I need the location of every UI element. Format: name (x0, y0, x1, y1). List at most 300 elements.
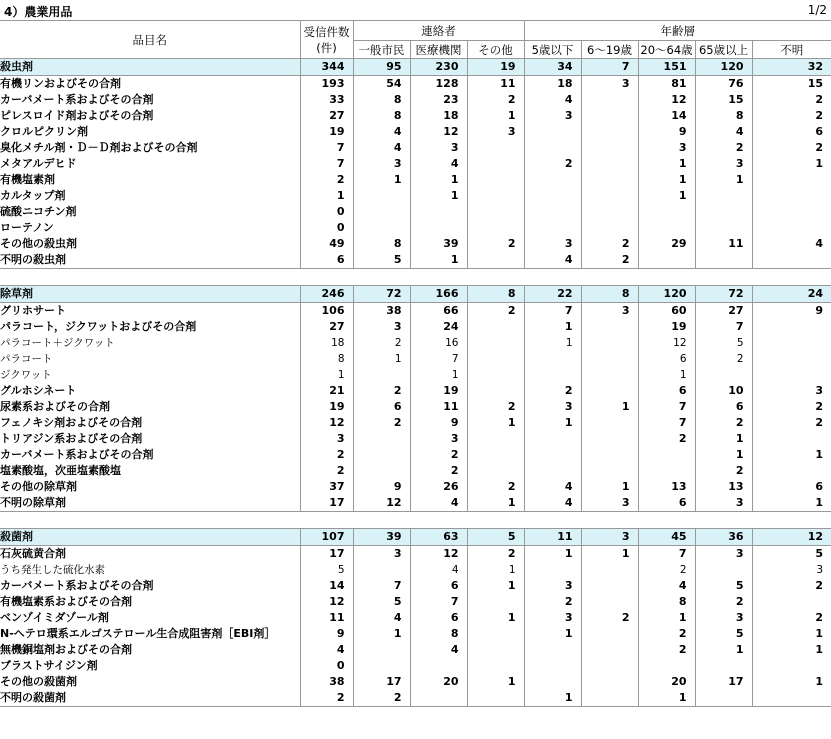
item-name-cell: 硫酸ニコチン剤 (0, 205, 77, 218)
column-group-contact: 連絡者 (353, 21, 524, 41)
value-cell: 1 (752, 495, 831, 512)
value-cell: 1 (467, 674, 524, 690)
value-cell (581, 220, 638, 236)
value-cell: 1 (410, 172, 467, 188)
count-cell: 12 (300, 594, 353, 610)
value-cell (353, 463, 410, 479)
value-cell (410, 220, 467, 236)
value-cell (467, 269, 524, 286)
value-cell: 19 (638, 319, 695, 335)
value-cell: 26 (410, 479, 467, 495)
value-cell (467, 447, 524, 463)
category-row (0, 286, 831, 303)
value-cell (524, 124, 581, 140)
value-cell (581, 578, 638, 594)
table-row (0, 594, 831, 610)
value-cell (752, 204, 831, 220)
value-cell: 8 (410, 626, 467, 642)
value-cell: 151 (638, 59, 695, 76)
table-row (0, 172, 831, 188)
value-cell (581, 156, 638, 172)
value-cell: 7 (410, 594, 467, 610)
item-name-cell: トリアジン系およびその合剤 (0, 432, 143, 445)
item-name-cell: パラコート (0, 353, 53, 365)
value-cell: 9 (752, 303, 831, 320)
value-cell (752, 463, 831, 479)
count-cell (300, 269, 353, 286)
value-cell: 6 (752, 124, 831, 140)
value-cell (524, 642, 581, 658)
value-cell (695, 658, 752, 674)
value-cell: 4 (353, 124, 410, 140)
value-cell: 3 (524, 236, 581, 252)
value-cell: 4 (410, 156, 467, 172)
count-cell: 6 (300, 252, 353, 269)
table-header (0, 21, 831, 59)
value-cell: 12 (410, 546, 467, 563)
item-name-cell: 有機リンおよびその合剤 (0, 77, 121, 90)
value-cell: 3 (410, 140, 467, 156)
table-row (0, 690, 831, 707)
item-name-cell: 殺虫剤 (0, 59, 300, 76)
item-name-cell: 尿素系およびその合剤 (0, 400, 110, 413)
value-cell (524, 269, 581, 286)
count-cell: 37 (300, 479, 353, 495)
value-cell (467, 172, 524, 188)
table-row (0, 252, 831, 269)
item-name-cell: グリホサート (0, 304, 66, 317)
value-cell (467, 431, 524, 447)
value-cell: 1 (752, 642, 831, 658)
table-row (0, 463, 831, 479)
value-cell: 15 (752, 76, 831, 93)
value-cell: 2 (752, 610, 831, 626)
value-cell: 72 (695, 286, 752, 303)
count-cell: 2 (300, 463, 353, 479)
item-name-cell: ベンゾイミダゾール剤 (0, 611, 109, 624)
value-cell: 5 (467, 529, 524, 546)
table-row (0, 658, 831, 674)
value-cell (752, 351, 831, 367)
value-cell: 7 (353, 578, 410, 594)
table-row (0, 383, 831, 399)
item-name-cell: クロルピクリン剤 (0, 125, 88, 138)
value-cell: 6 (752, 479, 831, 495)
value-cell: 1 (467, 108, 524, 124)
value-cell (353, 447, 410, 463)
value-cell: 1 (410, 252, 467, 269)
table-row (0, 92, 831, 108)
value-cell: 4 (410, 642, 467, 658)
value-cell: 3 (353, 156, 410, 172)
value-cell: 1 (410, 188, 467, 204)
value-cell: 1 (638, 367, 695, 383)
value-cell (524, 447, 581, 463)
value-cell: 4 (524, 479, 581, 495)
value-cell: 24 (410, 319, 467, 335)
value-cell: 22 (524, 286, 581, 303)
value-cell: 3 (581, 495, 638, 512)
item-name-cell: カーバメート系およびその合剤 (0, 579, 154, 592)
value-cell: 3 (353, 319, 410, 335)
table-row (0, 431, 831, 447)
value-cell (581, 335, 638, 351)
value-cell (353, 658, 410, 674)
value-cell: 2 (752, 108, 831, 124)
value-cell: 2 (638, 431, 695, 447)
spacer-row (0, 512, 831, 529)
value-cell: 66 (410, 303, 467, 320)
value-cell (353, 642, 410, 658)
value-cell (581, 172, 638, 188)
count-cell: 7 (300, 140, 353, 156)
item-name-cell: 不明の殺虫剤 (0, 252, 300, 269)
value-cell: 29 (638, 236, 695, 252)
value-cell (752, 319, 831, 335)
count-cell: 7 (300, 156, 353, 172)
value-cell: 2 (695, 415, 752, 431)
page-title: 4）農業用品 (4, 5, 73, 19)
count-cell: 107 (300, 529, 353, 546)
value-cell (353, 562, 410, 578)
value-cell (467, 512, 524, 529)
statistics-table (0, 20, 831, 707)
value-cell: 1 (524, 546, 581, 563)
value-cell (410, 512, 467, 529)
value-cell: 6 (410, 578, 467, 594)
value-cell: 4 (410, 495, 467, 512)
category-row (0, 529, 831, 546)
column-header-count (300, 21, 353, 59)
value-cell (695, 220, 752, 236)
item-name-cell: 有機塩素剤 (0, 173, 55, 186)
value-cell: 3 (581, 76, 638, 93)
value-cell: 4 (752, 236, 831, 252)
value-cell (695, 690, 752, 707)
item-name-cell: ブラストサイジン剤 (0, 659, 98, 672)
column-header-contact-other: その他 (467, 41, 524, 59)
value-cell: 14 (638, 108, 695, 124)
table-row (0, 626, 831, 642)
value-cell: 32 (752, 59, 831, 76)
value-cell: 9 (410, 415, 467, 431)
value-cell (581, 562, 638, 578)
value-cell (353, 431, 410, 447)
value-cell (638, 204, 695, 220)
count-cell: 2 (300, 447, 353, 463)
value-cell (581, 269, 638, 286)
value-cell: 3 (524, 108, 581, 124)
value-cell (581, 188, 638, 204)
value-cell: 8 (353, 108, 410, 124)
table-row (0, 108, 831, 124)
value-cell: 3 (524, 578, 581, 594)
value-cell (353, 188, 410, 204)
value-cell: 95 (353, 59, 410, 76)
value-cell (581, 658, 638, 674)
table-row (0, 124, 831, 140)
column-header-age-6-19: 6～19歳 (581, 41, 638, 59)
item-name-cell: その他の除草剤 (0, 480, 77, 493)
value-cell (581, 383, 638, 399)
value-cell: 24 (752, 286, 831, 303)
value-cell (638, 512, 695, 529)
value-cell (467, 626, 524, 642)
count-cell: 246 (300, 286, 353, 303)
item-name-cell: N-ヘテロ環系エルゴステロール生合成阻害剤［EBI剤］ (0, 627, 276, 640)
value-cell (524, 431, 581, 447)
value-cell: 4 (524, 252, 581, 269)
value-cell: 2 (581, 252, 638, 269)
value-cell (581, 140, 638, 156)
value-cell (581, 367, 638, 383)
value-cell: 18 (410, 108, 467, 124)
value-cell (524, 188, 581, 204)
value-cell: 120 (638, 286, 695, 303)
value-cell: 17 (695, 674, 752, 690)
value-cell: 1 (695, 431, 752, 447)
value-cell (524, 140, 581, 156)
value-cell: 38 (353, 303, 410, 320)
value-cell: 23 (410, 92, 467, 108)
value-cell: 39 (410, 236, 467, 252)
value-cell: 3 (695, 610, 752, 626)
column-header-age-65-plus: 65歳以上 (695, 41, 752, 59)
count-cell: 9 (300, 626, 353, 642)
value-cell: 8 (467, 286, 524, 303)
value-cell: 12 (752, 529, 831, 546)
value-cell: 1 (353, 351, 410, 367)
table-row (0, 204, 831, 220)
value-cell (524, 172, 581, 188)
value-cell: 3 (752, 383, 831, 399)
item-name-cell: メタアルデヒド (0, 157, 77, 170)
value-cell: 7 (638, 399, 695, 415)
item-name-cell: カルタップ剤 (0, 189, 66, 202)
table-row (0, 578, 831, 594)
value-cell: 1 (410, 367, 467, 383)
value-cell (524, 367, 581, 383)
value-cell: 1 (353, 172, 410, 188)
value-cell: 1 (524, 335, 581, 351)
value-cell: 3 (581, 303, 638, 320)
value-cell: 166 (410, 286, 467, 303)
value-cell: 6 (638, 383, 695, 399)
column-header-age-unknown: 不明 (752, 41, 831, 59)
column-group-age: 年齢層 (524, 21, 831, 41)
value-cell (467, 594, 524, 610)
count-cell: 27 (300, 319, 353, 335)
value-cell (752, 172, 831, 188)
value-cell (467, 188, 524, 204)
value-cell (524, 674, 581, 690)
value-cell (752, 512, 831, 529)
column-header-age-20-64: 20～64歳 (638, 41, 695, 59)
value-cell (638, 269, 695, 286)
value-cell: 1 (752, 447, 831, 463)
value-cell: 12 (353, 495, 410, 512)
value-cell: 60 (638, 303, 695, 320)
value-cell: 2 (467, 236, 524, 252)
value-cell: 1 (467, 495, 524, 512)
value-cell: 2 (638, 642, 695, 658)
value-cell (752, 367, 831, 383)
value-cell (524, 512, 581, 529)
value-cell (467, 140, 524, 156)
value-cell: 1 (752, 674, 831, 690)
value-cell: 20 (410, 674, 467, 690)
value-cell: 12 (638, 92, 695, 108)
value-cell: 11 (695, 236, 752, 252)
value-cell: 6 (353, 399, 410, 415)
table-row (0, 156, 831, 172)
count-cell: 21 (300, 383, 353, 399)
value-cell: 54 (353, 76, 410, 93)
value-cell (467, 642, 524, 658)
value-cell: 6 (695, 399, 752, 415)
value-cell: 2 (467, 546, 524, 563)
value-cell: 5 (695, 578, 752, 594)
value-cell: 2 (695, 594, 752, 610)
count-cell: 1 (300, 367, 353, 383)
value-cell (581, 92, 638, 108)
value-cell: 2 (752, 415, 831, 431)
value-cell (638, 220, 695, 236)
value-cell: 12 (638, 335, 695, 351)
value-cell: 1 (524, 690, 581, 707)
value-cell: 2 (467, 303, 524, 320)
value-cell: 3 (410, 431, 467, 447)
value-cell: 7 (581, 59, 638, 76)
value-cell: 17 (353, 674, 410, 690)
table-row (0, 610, 831, 626)
value-cell: 1 (467, 415, 524, 431)
value-cell: 120 (695, 59, 752, 76)
value-cell: 16 (410, 335, 467, 351)
column-header-medical-institution: 医療機関 (410, 41, 467, 59)
value-cell: 2 (638, 562, 695, 578)
category-row (0, 59, 831, 76)
value-cell: 39 (353, 529, 410, 546)
table-row (0, 546, 831, 563)
count-cell: 33 (300, 92, 353, 108)
item-name-cell: その他の殺菌剤 (0, 675, 77, 688)
count-cell: 8 (300, 351, 353, 367)
item-name-cell: 不明の殺菌剤 (0, 690, 300, 707)
value-cell: 10 (695, 383, 752, 399)
page-number: 1/2 (807, 3, 827, 17)
value-cell: 81 (638, 76, 695, 93)
count-header-line2: (件) (316, 40, 337, 55)
table-row (0, 303, 831, 320)
value-cell (752, 252, 831, 269)
value-cell: 1 (581, 479, 638, 495)
value-cell (638, 252, 695, 269)
value-cell: 19 (467, 59, 524, 76)
count-cell: 0 (300, 658, 353, 674)
value-cell: 2 (353, 690, 410, 707)
item-name-cell: 除草剤 (0, 286, 300, 303)
value-cell: 5 (695, 626, 752, 642)
column-header-general-public: 一般市民 (353, 41, 410, 59)
count-cell: 0 (300, 204, 353, 220)
count-cell: 0 (300, 220, 353, 236)
item-name-cell: 塩素酸塩，次亜塩素酸塩 (0, 464, 121, 477)
value-cell (752, 335, 831, 351)
value-cell (695, 252, 752, 269)
table-row (0, 220, 831, 236)
value-cell (467, 335, 524, 351)
item-name-cell: 殺菌剤 (0, 529, 300, 546)
value-cell: 1 (638, 690, 695, 707)
value-cell: 5 (353, 252, 410, 269)
value-cell: 1 (524, 415, 581, 431)
table-row (0, 76, 831, 93)
table-row (0, 319, 831, 335)
item-name-cell: うち発生した硫化水素 (0, 564, 105, 576)
table-row (0, 188, 831, 204)
table-row (0, 447, 831, 463)
value-cell (410, 690, 467, 707)
value-cell: 1 (467, 578, 524, 594)
count-cell: 49 (300, 236, 353, 252)
value-cell (695, 269, 752, 286)
value-cell: 11 (410, 399, 467, 415)
table-row (0, 415, 831, 431)
item-name-cell: ジクワット (0, 369, 52, 381)
value-cell (353, 367, 410, 383)
value-cell (467, 252, 524, 269)
count-header-line1: 受信件数 (303, 24, 350, 39)
value-cell (581, 431, 638, 447)
count-cell: 19 (300, 124, 353, 140)
item-name-cell: フェノキシ剤およびその合剤 (0, 416, 143, 429)
value-cell (752, 269, 831, 286)
value-cell: 8 (638, 594, 695, 610)
value-cell: 1 (752, 626, 831, 642)
value-cell (638, 447, 695, 463)
value-cell: 3 (467, 124, 524, 140)
value-cell: 1 (695, 447, 752, 463)
table-body (0, 59, 831, 707)
item-name-cell: その他の殺虫剤 (0, 237, 77, 250)
value-cell (581, 642, 638, 658)
value-cell (524, 351, 581, 367)
item-name-cell: カーバメート系およびその合剤 (0, 93, 154, 106)
count-cell: 17 (300, 546, 353, 563)
value-cell (581, 319, 638, 335)
value-cell: 1 (524, 319, 581, 335)
item-name-cell: 臭化メチル剤・Ｄ－Ｄ剤およびその合剤 (0, 141, 198, 154)
value-cell: 2 (581, 610, 638, 626)
value-cell: 1 (695, 642, 752, 658)
value-cell: 1 (353, 626, 410, 642)
count-cell: 344 (300, 59, 353, 76)
item-name-cell: 有機塩素系およびその合剤 (0, 595, 132, 608)
value-cell (467, 319, 524, 335)
value-cell: 18 (524, 76, 581, 93)
table-row (0, 642, 831, 658)
count-cell: 5 (300, 562, 353, 578)
item-name-cell: パラコート＋ジクワット (0, 337, 115, 349)
value-cell: 11 (524, 529, 581, 546)
table-row (0, 674, 831, 690)
item-name-cell: パラコート，ジクワットおよびその合剤 (0, 320, 197, 333)
sub-item-row (0, 351, 831, 367)
value-cell: 7 (410, 351, 467, 367)
value-cell: 11 (467, 76, 524, 93)
value-cell: 1 (467, 610, 524, 626)
